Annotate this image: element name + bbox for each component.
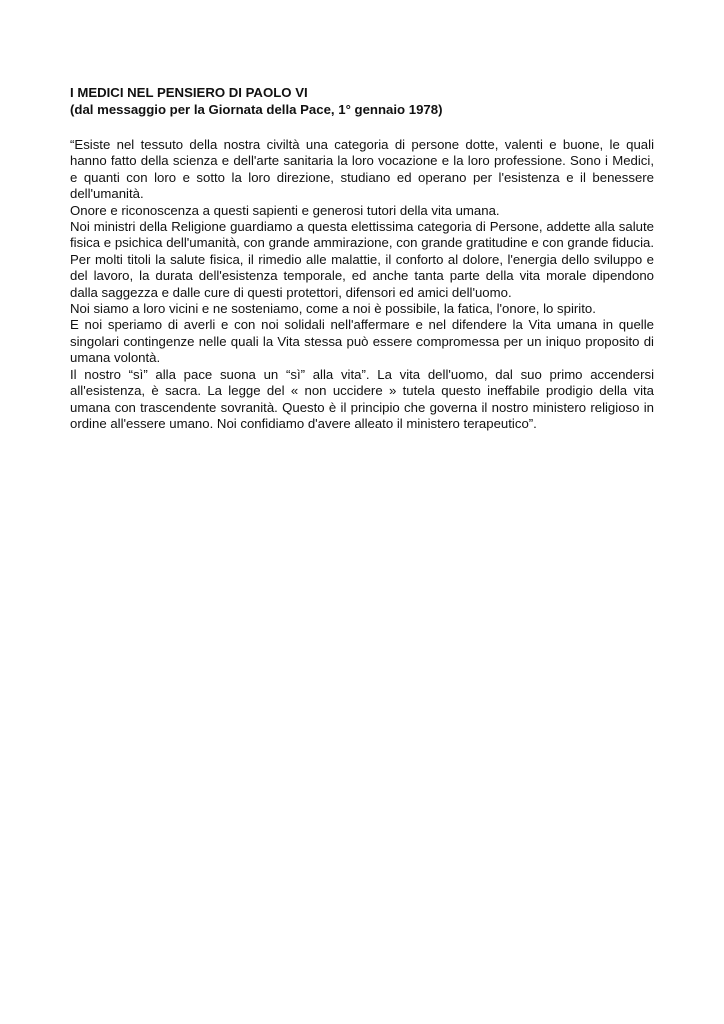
paragraph-6: Il nostro “sì” alla pace suona un “sì” alla vita”. La vita dell'uomo, dal suo primo accendersi all'esistenza, è sacra. La legge del « non uccidere » tutela questo ineffabile prodigio della vita umana con trascendente sovranità. Questo è il principio che governa il nostro ministero religioso in ordine all'essere umano. Noi confidiamo d'avere alleato il ministero terapeutico”. [70,366,654,431]
document-body [70,84,654,432]
paragraph-5: E noi speriamo di averli e con noi solidali nell'affermare e nel difendere la Vita umana in quelle singolari contingenze nelle quali la Vita stessa può essere compromessa per un iniquo proposito di umana volontà. [70,317,654,366]
document-subtitle: (dal messaggio per la Giornata della Pace, 1° gennaio 1978) [70,102,443,117]
document-title: I MEDICI NEL PENSIERO DI PAOLO VI [70,85,308,100]
paragraph-2: Onore e riconoscenza a questi sapienti e generosi tutori della vita umana. [70,202,500,218]
paragraph-3: Noi ministri della Religione guardiamo a questa elettissima categoria di Persone, addette alla salute fisica e psichica dell'umanità, con grande ammirazione, con grande gratitudine e con grande fiducia. Per molti titoli la salute fisica, il rimedio alle malattie, il conforto al dolore, l'energia dello sviluppo e del lavoro, la durata dell'esistenza temporale, ed anche tanta parte della vita morale dipendono dalla saggezza e dalle cure di questi protettori, difensori ed amici dell'uomo. [70,219,654,300]
paragraph-1: “Esiste nel tessuto della nostra civiltà una categoria di persone dotte, valenti e buone, le quali hanno fatto della scienza e dell'arte sanitaria la loro vocazione e la loro professione. Sono i Medici, e quanti con loro e sotto la loro direzione, studiano ed operano per l'esistenza e il benessere dell'umanità. [70,137,654,202]
paragraph-4: Noi siamo a loro vicini e ne sosteniamo, come a noi è possibile, la fatica, l'onore, lo spirito. [70,301,596,317]
